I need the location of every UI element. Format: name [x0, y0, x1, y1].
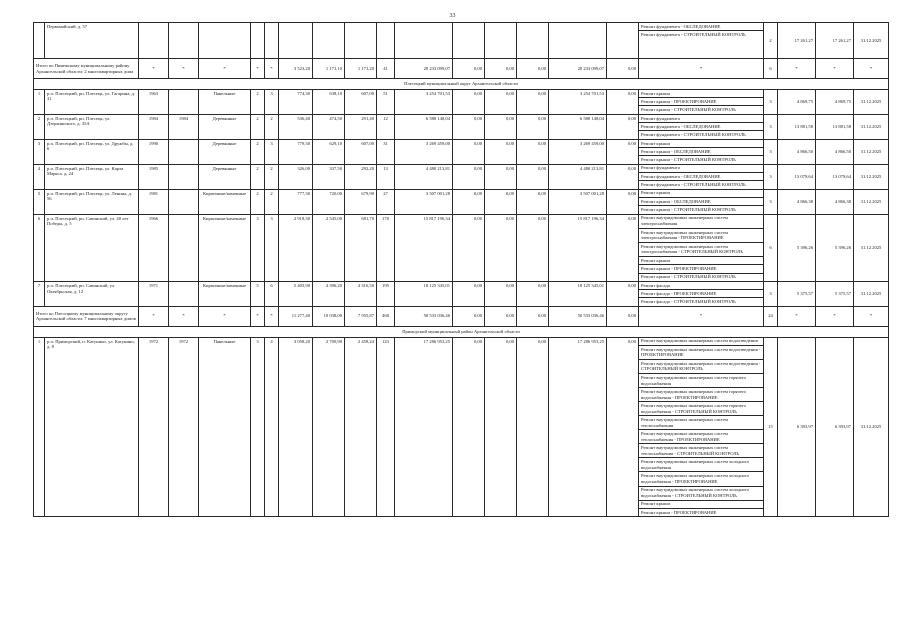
empty-cell: [345, 23, 377, 59]
year-built: 1985: [139, 164, 169, 189]
unit-cost: 4 866,38: [778, 189, 816, 214]
completion-date: 31.12.2025: [854, 281, 889, 306]
total-fund-owners: 50 533 036,46: [549, 306, 607, 326]
fund-owners: 3 254 701,53: [549, 89, 607, 114]
row-number: 6: [34, 214, 45, 281]
table-row: [34, 337, 889, 517]
area-total: 2 918,30: [279, 214, 313, 281]
work-item: Ремонт фундамента - ОБСЛЕДОВАНИЕ: [639, 123, 763, 131]
entrances: 3: [265, 214, 279, 281]
fund-federal: 0,00: [453, 114, 485, 139]
total-fund-federal: 0,00: [453, 306, 485, 326]
row-number: 3: [34, 139, 45, 164]
work-item: Ремонт фундамента - ОБСЛЕДОВАНИЕ: [639, 173, 763, 181]
continued-row: [34, 23, 889, 59]
work-item: Ремонт внутридомовых инженерных систем водоотведения - СТРОИТЕЛЬНЫЙ КОНТРОЛЬ: [639, 360, 763, 374]
fund-owners: 15 817 196,34: [549, 214, 607, 281]
entrances: 6: [265, 281, 279, 306]
section-row: [34, 326, 889, 337]
works-list: [639, 164, 764, 189]
total-fund-regional: 0,00: [485, 306, 517, 326]
works-list: [639, 114, 764, 139]
works-list: [639, 214, 764, 281]
fund-regional: 0,00: [485, 164, 517, 189]
total-fund-local: 0,00: [517, 306, 549, 326]
cost-total: 3 269 459,00: [395, 139, 453, 164]
house-address: р.п. Плесецкий, рп. Плесецк, ул. Гагарина, д. 31: [45, 89, 139, 114]
entrances: 2: [265, 189, 279, 214]
fund-local: 0,00: [517, 281, 549, 306]
year-last-repair: [169, 89, 199, 114]
cost-total: 6 588 148,04: [395, 114, 453, 139]
fund-other: 0,00: [607, 214, 639, 281]
total-max-cost: *: [816, 306, 854, 326]
work-item: Ремонт внутридомовых инженерных систем теплоснабжения: [639, 416, 763, 430]
work-item: Ремонт внутридомовых инженерных систем электроснабжения: [639, 215, 763, 229]
max-cost: 4 866,50: [816, 139, 854, 164]
residents: 195: [377, 281, 395, 306]
unit-cost: 13 079,64: [778, 164, 816, 189]
fund-local: 0,00: [517, 114, 549, 139]
works-count: 3: [764, 114, 778, 139]
empty-cell: [199, 23, 251, 59]
work-item: Ремонт крыши - ПРОЕКТИРОВАНИЕ: [641, 509, 717, 515]
table-row: [34, 164, 889, 189]
fund-local: 0,00: [517, 139, 549, 164]
fund-other: 0,00: [607, 189, 639, 214]
fund-federal: 0,00: [453, 89, 485, 114]
work-item: Ремонт крыши: [639, 140, 763, 148]
work-item: Ремонт крыши - ОБСЛЕДОВАНИЕ: [639, 198, 763, 206]
section-row: [34, 79, 889, 90]
works-count: 3: [764, 164, 778, 189]
total-area-total: 3 523,20: [279, 59, 313, 79]
empty-cell: [517, 23, 549, 59]
work-item: Ремонт крыши - СТРОИТЕЛЬНЫЙ КОНТРОЛЬ: [641, 157, 736, 163]
total-label: Итого по Плесецкому муниципальному округу Архангельской области: 7 многоквартирных домов: [34, 306, 139, 326]
entrances: 3: [265, 89, 279, 114]
wall-material: Деревянные: [199, 114, 251, 139]
capital-repair-table: [33, 22, 889, 517]
empty-cell: [453, 23, 485, 59]
max-cost: 13 079,64: [816, 164, 854, 189]
area-living: 638,10: [313, 89, 345, 114]
year-built: 1966: [139, 214, 169, 281]
total-placeholder: *: [199, 306, 251, 326]
residents: 123: [377, 337, 395, 517]
work-item: Ремонт внутридомовых инженерных систем теплоснабжения - ПРОЕКТИРОВАНИЕ: [639, 430, 763, 444]
unit-cost: 4 866,50: [778, 139, 816, 164]
work-item: Ремонт фундамента - ОБСЛЕДОВАНИЕ: [639, 23, 763, 31]
works-count: 3: [764, 139, 778, 164]
cost-total: 3 507 001,28: [395, 189, 453, 214]
area-total: 536,40: [279, 114, 313, 139]
total-area-living: 1 171,10: [313, 59, 345, 79]
work-item: Ремонт фасада - ПРОЕКТИРОВАНИЕ: [639, 290, 763, 298]
year-built: 1963: [139, 89, 169, 114]
row-number: 1: [34, 337, 45, 517]
wall-material: Панельные: [199, 337, 251, 517]
cost-total: 17 286 953,25: [395, 337, 453, 517]
work-item: Ремонт внутридомовых инженерных систем холодного водоснабжения - ПРОЕКТИРОВАНИЕ: [639, 472, 763, 486]
works-list: [639, 23, 764, 59]
max-cost: 17 261,27: [816, 23, 854, 59]
fund-regional: 0,00: [485, 281, 517, 306]
work-item: Ремонт фундамента - СТРОИТЕЛЬНЫЙ КОНТРОЛЬ: [641, 182, 746, 188]
total-unit-cost: *: [778, 59, 816, 79]
year-last-repair: 1972: [169, 337, 199, 517]
work-item: Ремонт внутридомовых инженерных систем электроснабжения - ПРОЕКТИРОВАНИЕ: [639, 229, 763, 243]
work-item: Ремонт крыши - СТРОИТЕЛЬНЫЙ КОНТРОЛЬ: [641, 207, 736, 213]
completion-date: 31.12.2025: [854, 164, 889, 189]
fund-local: 0,00: [517, 164, 549, 189]
area-total: 777,30: [279, 189, 313, 214]
wall-material: Кирпичные/каменные: [199, 214, 251, 281]
fund-other: 0,00: [607, 89, 639, 114]
fund-other: 0,00: [607, 164, 639, 189]
works-list: [639, 281, 764, 306]
unit-cost: 17 261,27: [778, 23, 816, 59]
total-placeholder: *: [169, 59, 199, 79]
house-address: р.п. Приморский, п. Катунино, ул. Катунино, д. 8: [45, 337, 139, 517]
floors: 2: [251, 189, 265, 214]
fund-local: 0,00: [517, 189, 549, 214]
work-item: Ремонт крыши: [639, 257, 763, 265]
works-count: 15: [764, 337, 778, 517]
empty-cell: [139, 23, 169, 59]
fund-regional: 0,00: [485, 189, 517, 214]
entrances: 4: [265, 337, 279, 517]
total-max-cost: *: [816, 59, 854, 79]
table-row: [34, 189, 889, 214]
area-living: 4 396,20: [313, 281, 345, 306]
floors: 2: [251, 164, 265, 189]
area-owned: 291,40: [345, 114, 377, 139]
house-address: р.п. Плесецкий, рп. Савинский, ул. 40 лет Победы, д. 5: [45, 214, 139, 281]
total-date: *: [854, 306, 889, 326]
house-address: р.п. Плесецкий, рп. Плесецк, ул. Дружбы, д. 6: [45, 139, 139, 164]
cost-total: 4 480 213,81: [395, 164, 453, 189]
residents: 178: [377, 214, 395, 281]
completion-date: 31.12.2025: [854, 139, 889, 164]
table-row: [34, 281, 889, 306]
area-living: 629,10: [313, 139, 345, 164]
area-living: 2 700,90: [313, 337, 345, 517]
total-placeholder: *: [251, 59, 265, 79]
entrances: 2: [265, 164, 279, 189]
house-address: р.п. Плесецкий, рп. Савинский, ул. Октябрьская, д. 12: [45, 281, 139, 306]
area-total: 779,30: [279, 139, 313, 164]
work-item: Ремонт фундамента - СТРОИТЕЛЬНЫЙ КОНТРОЛЬ: [641, 32, 746, 38]
work-item: Ремонт крыши: [639, 501, 763, 509]
area-owned: 2 458,24: [345, 337, 377, 517]
work-item: Ремонт внутридомовых инженерных систем теплоснабжения - СТРОИТЕЛЬНЫЙ КОНТРОЛЬ: [639, 444, 763, 458]
year-last-repair: [169, 189, 199, 214]
total-residents: 41: [377, 59, 395, 79]
empty-cell: [395, 23, 453, 59]
unit-cost: 5 396,26: [778, 214, 816, 281]
work-item: Ремонт внутридомовых инженерных систем горячего водоснабжения - СТРОИТЕЛЬНЫЙ КОНТРОЛЬ: [639, 402, 763, 416]
row-number: 2: [34, 114, 45, 139]
work-item: Ремонт фундамента - СТРОИТЕЛЬНЫЙ КОНТРОЛЬ: [641, 132, 746, 138]
year-last-repair: [169, 214, 199, 281]
entrances: 2: [265, 114, 279, 139]
area-living: 720,00: [313, 189, 345, 214]
total-fund-other: 0,00: [607, 59, 639, 79]
fund-other: 0,00: [607, 114, 639, 139]
fund-regional: 0,00: [485, 337, 517, 517]
area-owned: 4 316,50: [345, 281, 377, 306]
wall-material: Панельные: [199, 89, 251, 114]
work-item: Ремонт крыши: [639, 90, 763, 98]
table-row: [34, 139, 889, 164]
work-item: Ремонт крыши - ОБСЛЕДОВАНИЕ: [639, 148, 763, 156]
year-built: 1984: [139, 114, 169, 139]
entrances: 3: [265, 139, 279, 164]
residents: 27: [377, 189, 395, 214]
area-owned: 292,20: [345, 164, 377, 189]
total-placeholder: *: [251, 306, 265, 326]
year-last-repair: [169, 281, 199, 306]
total-placeholder: *: [139, 59, 169, 79]
works-list: [639, 89, 764, 114]
total-works: *: [639, 306, 764, 326]
area-owned: 607,00: [345, 139, 377, 164]
empty-cell: [313, 23, 345, 59]
completion-date: 31.12.2025: [854, 337, 889, 517]
row-number: [34, 23, 45, 59]
total-fund-owners: 20 233 099,07: [549, 59, 607, 79]
area-total: 3 058,20: [279, 337, 313, 517]
residents: 12: [377, 114, 395, 139]
total-area-total: 11 277,40: [279, 306, 313, 326]
house-address: Первомайский, д. 57: [45, 23, 139, 59]
row-number: 1: [34, 89, 45, 114]
total-fund-local: 0,00: [517, 59, 549, 79]
works-list: [639, 139, 764, 164]
fund-local: 0,00: [517, 214, 549, 281]
area-owned: 607,00: [345, 89, 377, 114]
section-title: Приморский муниципальный район Архангельской области: [34, 326, 889, 337]
max-cost: 6 393,97: [816, 337, 854, 517]
completion-date: 31.12.2025: [854, 23, 889, 59]
cost-total: 15 817 196,34: [395, 214, 453, 281]
floors: 3: [251, 337, 265, 517]
works-count: 3: [764, 89, 778, 114]
works-count: 2: [764, 23, 778, 59]
fund-owners: 18 125 345,01: [549, 281, 607, 306]
year-built: 1971: [139, 281, 169, 306]
house-address: р.п. Плесецкий, рп. Плесецк, ул. Ленина, д. 56: [45, 189, 139, 214]
empty-cell: [279, 23, 313, 59]
fund-owners: 6 588 148,04: [549, 114, 607, 139]
total-placeholder: *: [169, 306, 199, 326]
year-last-repair: [169, 164, 199, 189]
house-address: р.п. Плесецкий, рп. Плесецк, ул. Дзержинского, д. 35А: [45, 114, 139, 139]
area-living: 337,50: [313, 164, 345, 189]
total-placeholder: *: [139, 306, 169, 326]
fund-regional: 0,00: [485, 139, 517, 164]
empty-cell: [549, 23, 607, 59]
floors: 5: [251, 281, 265, 306]
floors: 3: [251, 214, 265, 281]
unit-cost: 4 869,75: [778, 89, 816, 114]
works-count: 3: [764, 189, 778, 214]
year-built: 1972: [139, 337, 169, 517]
table-row: [34, 114, 889, 139]
total-cost: 50 533 036,46: [395, 306, 453, 326]
area-owned: 679,90: [345, 189, 377, 214]
total-count: 6: [764, 59, 778, 79]
area-owned: 681,70: [345, 214, 377, 281]
fund-local: 0,00: [517, 89, 549, 114]
fund-owners: 4 480 213,81: [549, 164, 607, 189]
total-fund-other: 0,00: [607, 306, 639, 326]
total-area-living: 10 038,00: [313, 306, 345, 326]
fund-other: 0,00: [607, 139, 639, 164]
row-number: 5: [34, 189, 45, 214]
area-total: 326,00: [279, 164, 313, 189]
work-item: Ремонт внутридомовых инженерных систем горячего водоснабжения - ПРОЕКТИРОВАНИЕ: [639, 388, 763, 402]
total-unit-cost: *: [778, 306, 816, 326]
unit-cost: 5 375,57: [778, 281, 816, 306]
area-living: 2 545,00: [313, 214, 345, 281]
total-placeholder: *: [199, 59, 251, 79]
work-item: Ремонт фасада: [639, 282, 763, 290]
year-last-repair: [169, 139, 199, 164]
work-item: Ремонт крыши - ПРОЕКТИРОВАНИЕ: [639, 98, 763, 106]
fund-federal: 0,00: [453, 281, 485, 306]
max-cost: 5 396,26: [816, 214, 854, 281]
total-count: 24: [764, 306, 778, 326]
work-item: Ремонт внутридомовых инженерных систем холодного водоснабжения - СТРОИТЕЛЬНЫЙ КОНТРОЛЬ: [639, 487, 763, 501]
floors: 2: [251, 114, 265, 139]
area-living: 474,50: [313, 114, 345, 139]
total-placeholder: *: [265, 59, 279, 79]
max-cost: 5 375,57: [816, 281, 854, 306]
fund-federal: 0,00: [453, 214, 485, 281]
total-area-owned: 1 171,20: [345, 59, 377, 79]
work-item: Ремонт крыши: [639, 190, 763, 198]
fund-local: 0,00: [517, 337, 549, 517]
cost-total: 18 125 345,01: [395, 281, 453, 306]
year-last-repair: 1984: [169, 114, 199, 139]
completion-date: 31.12.2025: [854, 89, 889, 114]
max-cost: 13 881,58: [816, 114, 854, 139]
max-cost: 4 866,38: [816, 189, 854, 214]
total-fund-regional: 0,00: [485, 59, 517, 79]
work-item: Ремонт внутридомовых инженерных систем холодного водоснабжения: [639, 458, 763, 472]
residents: 13: [377, 164, 395, 189]
row-number: 4: [34, 164, 45, 189]
cost-total: 3 254 701,53: [395, 89, 453, 114]
work-item: Ремонт внутридомовых инженерных систем водоотведения: [639, 338, 763, 346]
fund-other: 0,00: [607, 337, 639, 517]
wall-material: Кирпичные/каменные: [199, 189, 251, 214]
year-built: 1990: [139, 139, 169, 164]
work-item: Ремонт крыши - СТРОИТЕЛЬНЫЙ КОНТРОЛЬ: [641, 107, 736, 113]
fund-regional: 0,00: [485, 89, 517, 114]
empty-cell: [377, 23, 395, 59]
section-title: Плесецкий муниципальный округ Архангельской области: [34, 79, 889, 90]
empty-cell: [251, 23, 265, 59]
house-address: р.п. Плесецкий, рп. Плесецк, ул. Карла Маркса, д. 24: [45, 164, 139, 189]
fund-federal: 0,00: [453, 337, 485, 517]
works-list: [639, 189, 764, 214]
wall-material: Деревянные: [199, 164, 251, 189]
total-row: [34, 59, 889, 79]
total-date: *: [854, 59, 889, 79]
unit-cost: 13 881,58: [778, 114, 816, 139]
empty-cell: [265, 23, 279, 59]
max-cost: 4 869,75: [816, 89, 854, 114]
completion-date: 31.12.2025: [854, 189, 889, 214]
work-item: Ремонт внутридомовых инженерных систем электроснабжения - СТРОИТЕЛЬНЫЙ КОНТРОЛЬ: [639, 243, 763, 257]
fund-federal: 0,00: [453, 189, 485, 214]
total-placeholder: *: [265, 306, 279, 326]
fund-other: 0,00: [607, 281, 639, 306]
completion-date: 31.12.2025: [854, 214, 889, 281]
table-row: [34, 89, 889, 114]
fund-regional: 0,00: [485, 214, 517, 281]
completion-date: 31.12.2025: [854, 114, 889, 139]
area-total: 5 403,90: [279, 281, 313, 306]
empty-cell: [607, 23, 639, 59]
empty-cell: [485, 23, 517, 59]
total-cost: 20 233 099,07: [395, 59, 453, 79]
area-total: 774,30: [279, 89, 313, 114]
table-row: [34, 214, 889, 281]
work-item: Ремонт фундамента: [639, 165, 763, 173]
work-item: Ремонт внутридомовых инженерных систем горячего водоснабжения: [639, 374, 763, 388]
fund-regional: 0,00: [485, 114, 517, 139]
work-item: Ремонт крыши - ПРОЕКТИРОВАНИЕ: [639, 265, 763, 273]
fund-federal: 0,00: [453, 164, 485, 189]
residents: 51: [377, 89, 395, 114]
total-label: Итого по Пинежскому муниципальному району Архангельской области: 2 многоквартирных дома: [34, 59, 139, 79]
works-count: 3: [764, 281, 778, 306]
work-item: Ремонт крыши - СТРОИТЕЛЬНЫЙ КОНТРОЛЬ: [641, 274, 736, 280]
works-list: [639, 337, 764, 517]
wall-material: Кирпичные/каменные: [199, 281, 251, 306]
floors: 2: [251, 89, 265, 114]
total-works: *: [639, 59, 764, 79]
work-item: Ремонт фундамента: [639, 115, 763, 123]
fund-owners: 3 507 001,28: [549, 189, 607, 214]
fund-federal: 0,00: [453, 139, 485, 164]
year-built: 1981: [139, 189, 169, 214]
page-number: 33: [449, 13, 456, 19]
unit-cost: 6 393,97: [778, 337, 816, 517]
total-fund-federal: 0,00: [453, 59, 485, 79]
work-item: Ремонт фасада - СТРОИТЕЛЬНЫЙ КОНТРОЛЬ: [641, 299, 736, 305]
floors: 2: [251, 139, 265, 164]
empty-cell: [169, 23, 199, 59]
total-area-owned: 7 955,87: [345, 306, 377, 326]
row-number: 7: [34, 281, 45, 306]
fund-owners: 3 269 459,00: [549, 139, 607, 164]
total-row: [34, 306, 889, 326]
works-count: 6: [764, 214, 778, 281]
residents: 31: [377, 139, 395, 164]
work-item: Ремонт внутридомовых инженерных систем водоотведения - ПРОЕКТИРОВАНИЕ: [639, 346, 763, 360]
total-residents: 468: [377, 306, 395, 326]
wall-material: Деревянные: [199, 139, 251, 164]
fund-owners: 17 286 953,25: [549, 337, 607, 517]
